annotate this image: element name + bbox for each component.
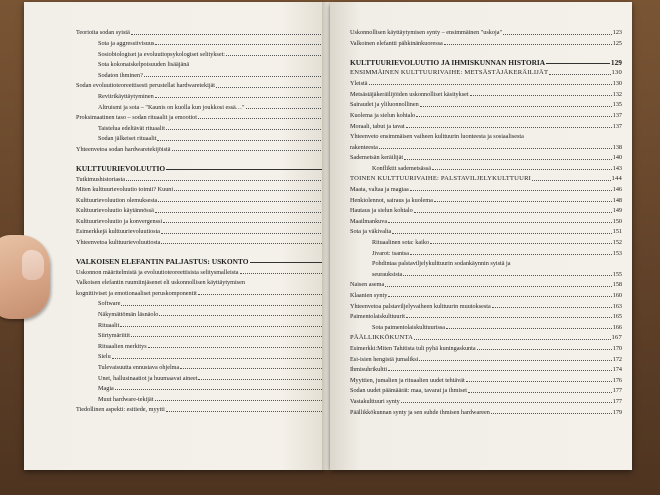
toc-page-number: 174 [612,366,622,374]
toc-leader-dots [166,129,329,130]
toc-leader-dots [466,381,612,382]
toc-entry [350,299,622,310]
toc-entry-title: Sodan jälkeiset rituaalit [98,135,157,143]
toc-leader-dots [491,413,612,414]
toc-entry-title: seurauksista [372,270,403,278]
toc-entry [76,382,336,393]
toc-leader-dots [388,370,612,371]
toc-page-number: 140 [612,154,622,162]
toc-entry [76,403,336,414]
toc-leader-dots [432,169,612,170]
toc-page-number: 129 [610,57,622,67]
toc-leader-dots [240,273,326,274]
toc-entry [76,329,336,340]
toc-leader-dots [174,190,329,191]
toc-entry-title: Maailmankuva [350,217,388,225]
toc-leader-dots [144,76,329,77]
toc-entry [350,331,622,342]
thumbnail-nail [22,250,44,280]
toc-leader-dots [157,140,328,141]
toc-leader-dots [246,108,329,109]
toc-entry [350,384,622,395]
toc-entry-title: Siirtymäriitit [98,332,130,340]
toc-leader-dots [492,307,612,308]
toc-entry [350,26,622,37]
toc-chapter-heading [76,252,336,265]
toc-leader-dots [180,368,326,369]
toc-entry [350,162,622,173]
toc-entry [350,310,622,321]
toc-entry [76,236,336,247]
toc-entry-title: Valkoinen elefantti pähkinänkuoressa [350,39,443,47]
toc-leader-dots [121,305,325,306]
toc-page-number: 137 [612,111,622,119]
toc-entry-title: Proksimaatinen taso – sodan rituaalit ja emootiot [76,114,197,122]
toc-entry-title: Yleistä [350,80,368,88]
toc-entry [350,77,622,88]
toc-entry [350,236,622,247]
toc-chapter-heading [76,159,336,172]
toc-leader-dots [198,294,326,295]
toc-entry-title: Yhteenvetoa sodan hardwaretekijöistä [76,145,171,153]
toc-entry-title: Pohdintaa palstaviljelykulttuurin sodankäynnin syistä ja [372,260,511,268]
toc-leader-dots [546,63,610,64]
toc-entry-title: Kulttuurievoluutio ja konvergenssi [76,217,163,225]
toc-page-number: 149 [612,207,622,215]
toc-entry-title: Sielu [98,353,111,361]
toc-entry [76,26,336,37]
toc-entry-title: Tiedollinen aspekti: esitiede, myytti [76,406,165,414]
toc-leader-dots [392,233,611,234]
toc-entry-title: Moraali, tabut ja tavat [350,122,405,130]
toc-entry [76,79,336,90]
toc-leader-dots [198,118,329,119]
toc-leader-dots [172,150,329,151]
toc-entry [350,289,622,300]
toc-entry [76,121,336,132]
toc-entry-title: Sademetsän keräilijät [350,154,404,162]
toc-entry-title: Maata, valtaa ja magiaa [350,186,409,194]
toc-entry [76,172,336,183]
toc-entry-title: Naisen asema [350,281,385,289]
toc-leader-dots [159,315,325,316]
toc-page-number: 166 [612,323,622,331]
toc-page-number: 153 [612,249,622,257]
toc-leader-dots [503,34,612,35]
toc-entry-title: Sairaudet ja yliluonnollinen [350,101,419,109]
toc-entry [76,37,336,48]
toc-leader-dots [385,286,612,287]
toc-leader-dots [410,254,612,255]
toc-leader-dots [430,243,612,244]
toc-page-number: 179 [612,408,622,416]
toc-entry [76,183,336,194]
toc-page-number: 167 [611,334,622,342]
toc-entry-title: Muut hardware-tekijät [98,395,154,403]
toc-entry [350,278,622,289]
toc-entry [350,363,622,374]
toc-leader-dots [446,328,612,329]
toc-page-number: 148 [612,196,622,204]
toc-page-number: 172 [612,355,622,363]
toc-leader-dots [477,349,612,350]
left-table-of-contents [76,26,336,414]
toc-entry [76,68,336,79]
toc-leader-dots [434,201,612,202]
toc-entry [76,132,336,143]
toc-entry-title: Sosiobiologiset ja evoluutiopsykologiset selitykset: [98,50,226,58]
right-page [330,2,632,470]
toc-leader-dots [166,169,328,170]
right-table-of-contents [350,26,622,416]
toc-entry-title: Magia [98,385,114,393]
toc-entry-title: Konfliktit sademetsässä [372,164,431,172]
toc-leader-dots [216,87,329,88]
toc-leader-dots [414,212,612,213]
toc-entry [76,204,336,215]
toc-entry [350,98,622,109]
toc-entry [76,276,336,287]
toc-entry [350,193,622,204]
toc-entry-title: Sodan uudet päämäärät: maa, tavarat ja ihmiset [350,387,468,395]
toc-page-number: 146 [612,186,622,194]
toc-entry [350,373,622,384]
toc-page-number: 151 [612,228,622,236]
toc-entry [76,308,336,319]
toc-entry-title: Unet, hallusinaatiot ja huumaavat aineet [98,374,198,382]
toc-entry-title: Metsästäjäkeräilijöiden uskonnolliset käsitykset [350,90,469,98]
toc-entry-title: Yhteenveto ensimmäisen vaiheen kulttuurin luonteesta ja sosiaalisesta [350,133,524,141]
toc-entry-title: Kulttuurievoluution olemuksesta [76,196,158,204]
toc-entry-title: Kulttuurievoluutio käytännössä [76,207,154,215]
toc-entry [76,111,336,122]
toc-page-number: 177 [612,397,622,405]
toc-leader-dots [444,44,612,45]
toc-leader-dots [198,379,325,380]
toc-leader-dots [155,97,329,98]
toc-entry-title: Näkymättömän läsnäolo [98,311,159,319]
toc-entry-title: Sodaton ihminen? [98,71,143,79]
toc-entry [350,172,622,183]
toc-leader-dots [532,180,610,181]
toc-leader-dots [401,402,612,403]
toc-entry [76,100,336,111]
toc-entry-title: Esimerkkejä kulttuurievoluutiosta [76,228,161,236]
toc-entry [76,339,336,350]
toc-entry [76,225,336,236]
toc-page-number: 165 [612,313,622,321]
toc-entry [350,204,622,215]
toc-entry [350,215,622,226]
toc-entry-title: rakenteesta [350,143,378,151]
toc-entry [350,267,622,278]
toc-page-number: 176 [612,376,622,384]
toc-leader-dots [112,358,326,359]
toc-entry [350,151,622,162]
toc-leader-dots [404,159,612,160]
toc-leader-dots [388,222,612,223]
toc-entry [76,286,336,297]
toc-entry-title: Reviirikäyttäytyminen [98,92,154,100]
toc-page-number: 160 [612,292,622,300]
toc-leader-dots [126,180,329,181]
toc-entry [350,352,622,363]
toc-entry-title: Valkoisen elefantin ruumiinjäsenet eli uskonnollisen käyttäytymisen [76,279,245,287]
toc-page-number: 143 [612,164,622,172]
left-page [24,2,326,470]
toc-page-number: 152 [612,239,622,247]
toc-entry [76,318,336,329]
toc-entry-title: Myyttien, jumalien ja rituaalien uudet tehtävät [350,376,465,384]
toc-entry [76,265,336,276]
toc-entry-title: Ihmisuhrikultti [350,366,388,374]
toc-entry [350,342,622,353]
toc-leader-dots [414,339,610,340]
toc-entry-title: Altruismi ja sota – "Kaunis on kuolla kun joukkosi essä…" [98,103,245,111]
toc-leader-dots [155,400,326,401]
toc-leader-dots [155,212,329,213]
toc-page-number: 123 [612,29,622,37]
toc-leader-dots [369,84,612,85]
toc-entry-title: Miten kulttuurievoluutio toimii? Kuuni [76,186,174,194]
toc-entry [350,320,622,331]
toc-page-number: 150 [612,217,622,225]
toc-entry-title: kognitiiviset ja emotionaaliset peruskomponentit [76,289,197,297]
toc-entry-title: TOINEN KULTTUURIVAIHE: PALSTAVILJELYKULTTUURI [350,175,532,183]
toc-entry-title: Yhteenvetoa kulttuurievoluutiosta [76,239,161,247]
toc-leader-dots [549,74,610,75]
toc-entry-title: Rituaalien merkitys [98,342,147,350]
toc-entry-title: Päällikkökunnan synty ja sen suhde ihmisen hardwareen [350,408,490,416]
toc-leader-dots [406,317,612,318]
toc-leader-dots [161,243,325,244]
toc-entry-title: Uskonnollisen käyttäytymisen synty – ensimmäinen "uskoja" [350,29,502,37]
toc-entry [350,37,622,48]
toc-entry [76,392,336,403]
toc-entry [76,90,336,101]
toc-entry [350,183,622,194]
toc-page-number: 130 [611,69,622,77]
toc-page-number: 137 [612,122,622,130]
toc-entry [76,193,336,204]
toc-entry-title: Teorioita sodan syistä [76,29,130,37]
toc-entry-title: Sota paimentolaiskulttuurissa [372,323,446,331]
toc-entry [76,143,336,154]
toc-page-number: 135 [612,101,622,109]
toc-entry-title: Henkiolennot, sairaus ja kuolema [350,196,433,204]
toc-entry [350,225,622,236]
toc-entry-title: KULTTUURIEVOLUUTIO JA IHMISKUNNAN HISTORIA [350,57,546,67]
toc-leader-dots [250,262,324,263]
toc-leader-dots [419,360,611,361]
toc-entry-title: Uskonnon määritelmistä ja evoluutioteoreettisista selitysmalleista [76,268,239,276]
toc-entry-title: PÄÄLLIKKÖKUNTA [350,334,414,342]
toc-leader-dots [131,336,326,337]
toc-entry-title: Paimentolaiskulttuurit [350,313,405,321]
toc-entry [350,405,622,416]
toc-leader-dots [131,34,329,35]
toc-entry-title: Rituaalinen sota: kaiko [372,239,430,247]
toc-leader-dots [406,127,612,128]
toc-entry [76,297,336,308]
toc-entry [350,66,622,77]
toc-entry-title: Rituaalit [98,321,120,329]
toc-leader-dots [226,55,329,56]
toc-entry [350,109,622,120]
toc-entry [76,361,336,372]
toc-page-number: 170 [612,345,622,353]
toc-page-number: 177 [612,387,622,395]
toc-leader-dots [115,389,326,390]
toc-entry-title: Taistelua edeltävät rituaalit [98,124,165,132]
toc-leader-dots [120,326,325,327]
toc-entry [76,371,336,382]
toc-entry-title: Kuolema ja sielun kohtalo [350,111,416,119]
toc-entry [350,395,622,406]
toc-page-number: 125 [612,39,622,47]
toc-entry-title: Tutkimushistoriasta [76,175,125,183]
toc-entry [350,246,622,257]
toc-chapter-heading [350,53,622,66]
toc-leader-dots [416,116,612,117]
toc-entry [76,58,336,69]
toc-entry-title: Esimerkki:Miten Tahitista tuli pyhä kuningaskunta [350,345,476,353]
toc-entry-title: Sota ja väkivalta [350,228,392,236]
toc-leader-dots [155,44,328,45]
toc-entry [350,257,622,268]
toc-entry-title: Sota kokonaiskelpoisuuden lisääjänä [98,61,190,69]
toc-entry-title: Yhteenvetoa palstaviljelyvaiheen kulttuurin muutoksesta [350,302,491,310]
toc-entry-title: Klaanien synty [350,292,388,300]
toc-entry-title: Tulevaisuutta ennustava ohjelma [98,364,180,372]
toc-page-number: 158 [612,281,622,289]
toc-leader-dots [148,347,327,348]
toc-page-number: 130 [612,80,622,88]
toc-page-number: 155 [612,270,622,278]
toc-entry-title: Sodan evoluutioteoreettisesti perustellat hardwaretekijät [76,82,216,90]
toc-entry-title: Hautaus ja sielun kohtalo [350,207,413,215]
toc-entry-title: VALKOISEN ELEFANTIN PALJASTUS: USKONTO [76,256,249,266]
toc-entry-title: Sota ja aggressiivisuus [98,39,155,47]
toc-leader-dots [161,233,329,234]
toc-leader-dots [420,106,612,107]
toc-entry [76,215,336,226]
toc-entry [350,140,622,151]
toc-page-number: 163 [612,302,622,310]
toc-leader-dots [379,148,612,149]
toc-entry [76,47,336,58]
toc-leader-dots [388,296,611,297]
toc-entry-title: Esi-isien hengistä jumaliksi [350,355,419,363]
toc-entry-title: Vastakulttuuri synty [350,397,400,405]
toc-leader-dots [158,201,329,202]
toc-entry [350,87,622,98]
toc-leader-dots [163,222,329,223]
toc-leader-dots [468,392,612,393]
toc-page-number: 132 [612,90,622,98]
toc-page-number: 144 [611,175,622,183]
toc-entry-title: Software [98,300,121,308]
toc-page-number: 138 [612,143,622,151]
toc-leader-dots [410,190,612,191]
toc-entry-title: Jivarot: tsantsa [372,249,409,257]
toc-entry [350,119,622,130]
toc-leader-dots [166,411,326,412]
toc-leader-dots [403,275,611,276]
toc-entry [76,350,336,361]
toc-leader-dots [470,95,612,96]
toc-entry-title: KULTTUURIEVOLUUTIO [76,163,166,173]
toc-entry [350,130,622,141]
toc-entry-title: ENSIMMÄINEN KULTTUURIVAIHE: METSÄSTÄJÄKERÄILIJÄT [350,69,549,77]
